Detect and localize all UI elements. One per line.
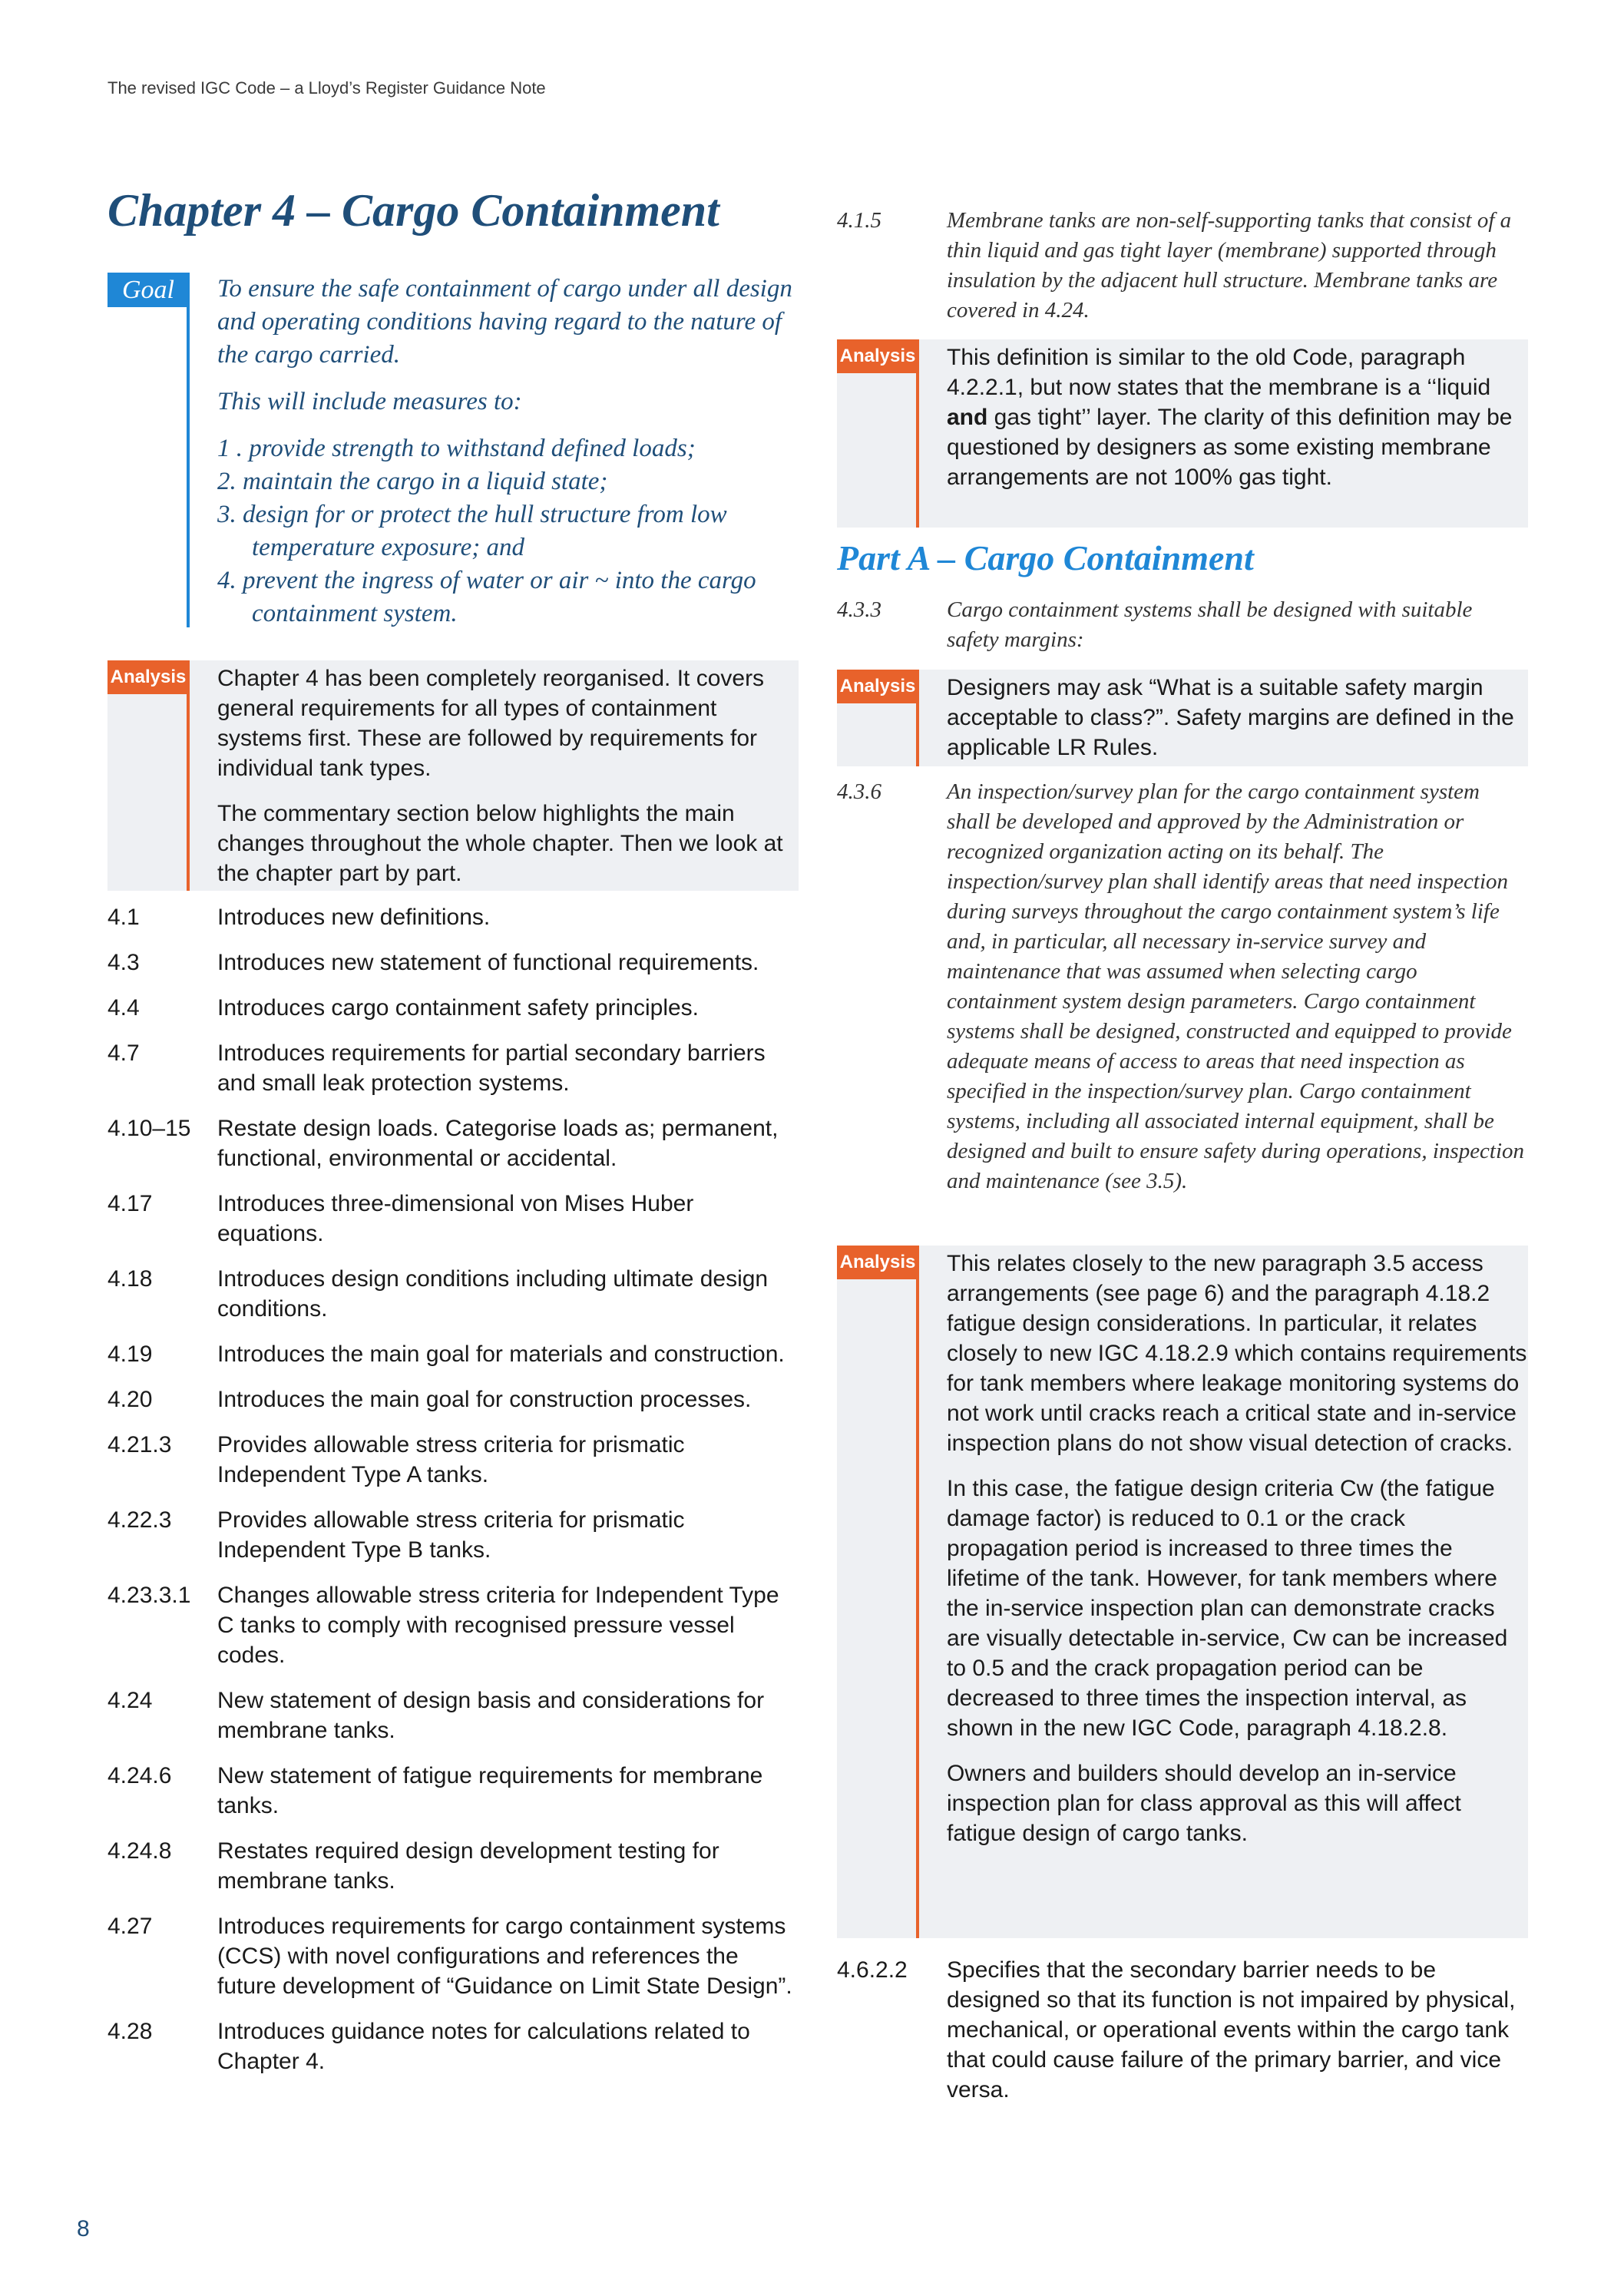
change-text: Introduces three-dimensional von Mises Huber equations. bbox=[217, 1191, 694, 1246]
change-row bbox=[107, 1686, 801, 1745]
change-number: 4.27 bbox=[107, 1914, 153, 1939]
analysis-paragraph: This relates closely to the new paragraph 3.5 access arrangements (see page 6) and the paragraph 4.18.2 fatigue design considerations. In particular, it relates closely to new IGC 4.18.2.9 which contains requirements for tank members where leakage monitoring systems do not work until cracks reach a critical state and in-service inspection plans do not show visual detection of cracks. bbox=[947, 1251, 1527, 1456]
goal-measure: 2. maintain the cargo in a liquid state; bbox=[217, 468, 608, 495]
change-row bbox=[107, 2016, 801, 2076]
clause-text: Membrane tanks are non-self-supporting tanks that consist of a thin liquid and gas tight layer (membrane) supported through insulation by the adjacent hull structure. Membrane tanks are covered in 4.24. bbox=[947, 208, 1512, 323]
change-row bbox=[107, 1836, 801, 1896]
change-row bbox=[107, 1430, 801, 1490]
clause-number: 4.3.6 bbox=[837, 779, 881, 804]
change-text: New statement of design basis and considerations for membrane tanks. bbox=[217, 1688, 765, 1743]
change-row bbox=[107, 1189, 801, 1249]
analysis-text-part: gas tight’’ layer. The clarity of this definition may be questioned by designers as some existing membrane arrangements are not 100% gas tight. bbox=[947, 405, 1513, 490]
change-row bbox=[107, 993, 801, 1023]
goal-text bbox=[217, 273, 801, 630]
item-number: 4.6.2.2 bbox=[837, 1957, 908, 1983]
analysis-tag: Analysis bbox=[837, 1246, 918, 1279]
change-number: 4.3 bbox=[107, 950, 140, 975]
change-text: Introduces guidance notes for calculations related to Chapter 4. bbox=[217, 2019, 750, 2074]
change-number: 4.21.3 bbox=[107, 1432, 172, 1457]
change-number: 4.18 bbox=[107, 1266, 153, 1292]
goal-rule bbox=[187, 273, 190, 627]
page-number: 8 bbox=[77, 2216, 90, 2241]
change-text: Introduces cargo containment safety principles. bbox=[217, 995, 699, 1021]
goal-tag: Goal bbox=[107, 273, 189, 307]
change-number: 4.28 bbox=[107, 2019, 153, 2044]
analysis-rule bbox=[916, 1246, 919, 1938]
changes-list bbox=[107, 902, 801, 2092]
change-row bbox=[107, 1385, 801, 1414]
change-number: 4.10–15 bbox=[107, 1116, 191, 1141]
change-text: Introduces requirements for cargo containment systems (CCS) with novel configurations and references the future development of “Guidance on Limit State Design”. bbox=[217, 1914, 792, 1999]
change-text: Restates required design development testing for membrane tanks. bbox=[217, 1838, 719, 1894]
analysis-box-4-1-5 bbox=[837, 339, 1528, 528]
analysis-paragraph: The commentary section below highlights the main changes throughout the whole chapter. Then we look at the chapter part by part. bbox=[217, 801, 783, 886]
change-row bbox=[107, 1580, 801, 1670]
analysis-box-4-3-3 bbox=[837, 670, 1528, 766]
item-text: Specifies that the secondary barrier needs to be designed so that its function is not impaired by physical, mechanical, or operational events within the cargo tank that could cause failure of the primary barrier, and vice versa. bbox=[947, 1957, 1516, 2102]
change-text: Introduces design conditions including ultimate design conditions. bbox=[217, 1266, 769, 1322]
goal-intro: To ensure the safe containment of cargo under all design and operating conditions having regard to the nature of the cargo carried. bbox=[217, 275, 792, 369]
analysis-box-chapter bbox=[107, 660, 799, 891]
clause-number: 4.1.5 bbox=[837, 208, 881, 233]
change-number: 4.19 bbox=[107, 1342, 153, 1367]
analysis-paragraph: Owners and builders should develop an in-service inspection plan for class approval as this will affect fatigue design of cargo tanks. bbox=[947, 1761, 1461, 1846]
analysis-paragraph: Designers may ask “What is a suitable safety margin acceptable to class?”. Safety margins are defined in the applicable LR Rules. bbox=[947, 675, 1514, 760]
analysis-paragraph: In this case, the fatigue design criteria Cw (the fatigue damage factor) is reduced to 0.1 or the crack propagation period is increased to three times the lifetime of the tank. However, for tank members where the in-service inspection plan can demonstrate cracks are visually detectable in-service, Cw can be increased to 0.5 and the crack propagation period can be decreased to three times the inspection interval, as shown in the new IGC Code, paragraph 4.18.2.8. bbox=[947, 1476, 1508, 1741]
change-number: 4.1 bbox=[107, 905, 140, 930]
change-number: 4.24.8 bbox=[107, 1838, 172, 1864]
analysis-rule bbox=[916, 670, 919, 766]
analysis-paragraph bbox=[947, 342, 1528, 492]
change-number: 4.24 bbox=[107, 1688, 153, 1713]
goal-measures-list bbox=[217, 432, 801, 630]
analysis-tag: Analysis bbox=[107, 660, 189, 694]
item-4-6-2-2 bbox=[837, 1955, 1528, 2105]
change-text: Introduces requirements for partial secondary barriers and small leak protection systems. bbox=[217, 1040, 766, 1096]
change-number: 4.4 bbox=[107, 995, 140, 1021]
goal-measure: 4. prevent the ingress of water or air ~ into the cargo containment system. bbox=[217, 567, 756, 627]
clause-text: An inspection/survey plan for the cargo containment system shall be developed and approved by the Administration or recognized organization acting on its behalf. The inspection/survey plan shall identify areas that need inspection during surveys throughout the cargo containment system’s life and, in particular, all necessary in-service survey and maintenance that was assumed when selecting cargo containment system design parameters. Cargo containment systems shall be designed, constructed and equipped to provide adequate means of access to areas that need inspection as specified in the inspection/survey plan. Cargo containment systems, including all associated internal equipment, shall be designed and built to ensure safety during operations, inspection and maintenance (see 3.5). bbox=[947, 779, 1525, 1193]
clause-4-1-5 bbox=[837, 206, 1528, 326]
change-text: Provides allowable stress criteria for prismatic Independent Type A tanks. bbox=[217, 1432, 685, 1487]
change-row bbox=[107, 1038, 801, 1098]
goal-measures-intro: This will include measures to: bbox=[217, 388, 522, 415]
change-row bbox=[107, 1911, 801, 2001]
analysis-tag: Analysis bbox=[837, 339, 918, 373]
analysis-emphasis: and bbox=[947, 405, 988, 430]
change-row bbox=[107, 1761, 801, 1821]
analysis-text bbox=[217, 663, 793, 904]
change-number: 4.23.3.1 bbox=[107, 1583, 191, 1608]
analysis-text bbox=[947, 342, 1528, 508]
change-number: 4.22.3 bbox=[107, 1507, 172, 1533]
change-text: Introduces the main goal for materials and construction. bbox=[217, 1342, 785, 1367]
clause-4-3-3 bbox=[837, 595, 1528, 655]
change-number: 4.17 bbox=[107, 1191, 153, 1216]
change-row bbox=[107, 1505, 801, 1565]
change-text: Restate design loads. Categorise loads as; permanent, functional, environmental or accidental. bbox=[217, 1116, 779, 1171]
analysis-rule bbox=[187, 660, 190, 891]
change-text: Provides allowable stress criteria for prismatic Independent Type B tanks. bbox=[217, 1507, 685, 1563]
change-text: Introduces new statement of functional requirements. bbox=[217, 950, 759, 975]
part-a-title: Part A – Cargo Containment bbox=[837, 538, 1254, 577]
change-number: 4.7 bbox=[107, 1040, 140, 1066]
analysis-paragraph: Chapter 4 has been completely reorganised. It covers general requirements for all types of containment systems first. These are followed by requirements for individual tank types. bbox=[217, 666, 765, 781]
analysis-text bbox=[947, 1249, 1528, 1864]
change-row bbox=[107, 1339, 801, 1369]
running-header: The revised IGC Code – a Lloyd’s Register Guidance Note bbox=[107, 78, 546, 98]
analysis-tag: Analysis bbox=[837, 670, 918, 703]
change-row bbox=[107, 1264, 801, 1324]
chapter-title: Chapter 4 – Cargo Containment bbox=[107, 185, 719, 236]
change-text: New statement of fatigue requirements for membrane tanks. bbox=[217, 1763, 763, 1818]
change-row bbox=[107, 1113, 801, 1173]
analysis-text bbox=[947, 673, 1528, 778]
goal-measure: 3. design for or protect the hull structure from low temperature exposure; and bbox=[217, 501, 727, 561]
analysis-text-part: This definition is similar to the old Code, paragraph 4.2.2.1, but now states that the membrane is a ‘‘liquid bbox=[947, 345, 1491, 400]
change-text: Introduces new definitions. bbox=[217, 905, 491, 930]
change-number: 4.24.6 bbox=[107, 1763, 172, 1788]
change-row bbox=[107, 948, 801, 978]
change-number: 4.20 bbox=[107, 1387, 153, 1412]
change-row bbox=[107, 902, 801, 932]
analysis-rule bbox=[916, 339, 919, 528]
clause-number: 4.3.3 bbox=[837, 597, 881, 622]
analysis-box-4-3-6 bbox=[837, 1246, 1528, 1938]
goal-measure: 1 . provide strength to withstand defined loads; bbox=[217, 435, 696, 462]
clause-text: Cargo containment systems shall be designed with suitable safety margins: bbox=[947, 597, 1473, 652]
change-text: Changes allowable stress criteria for Independent Type C tanks to comply with recognised pressure vessel codes. bbox=[217, 1583, 779, 1668]
clause-4-3-6 bbox=[837, 777, 1528, 1196]
change-text: Introduces the main goal for construction processes. bbox=[217, 1387, 752, 1412]
